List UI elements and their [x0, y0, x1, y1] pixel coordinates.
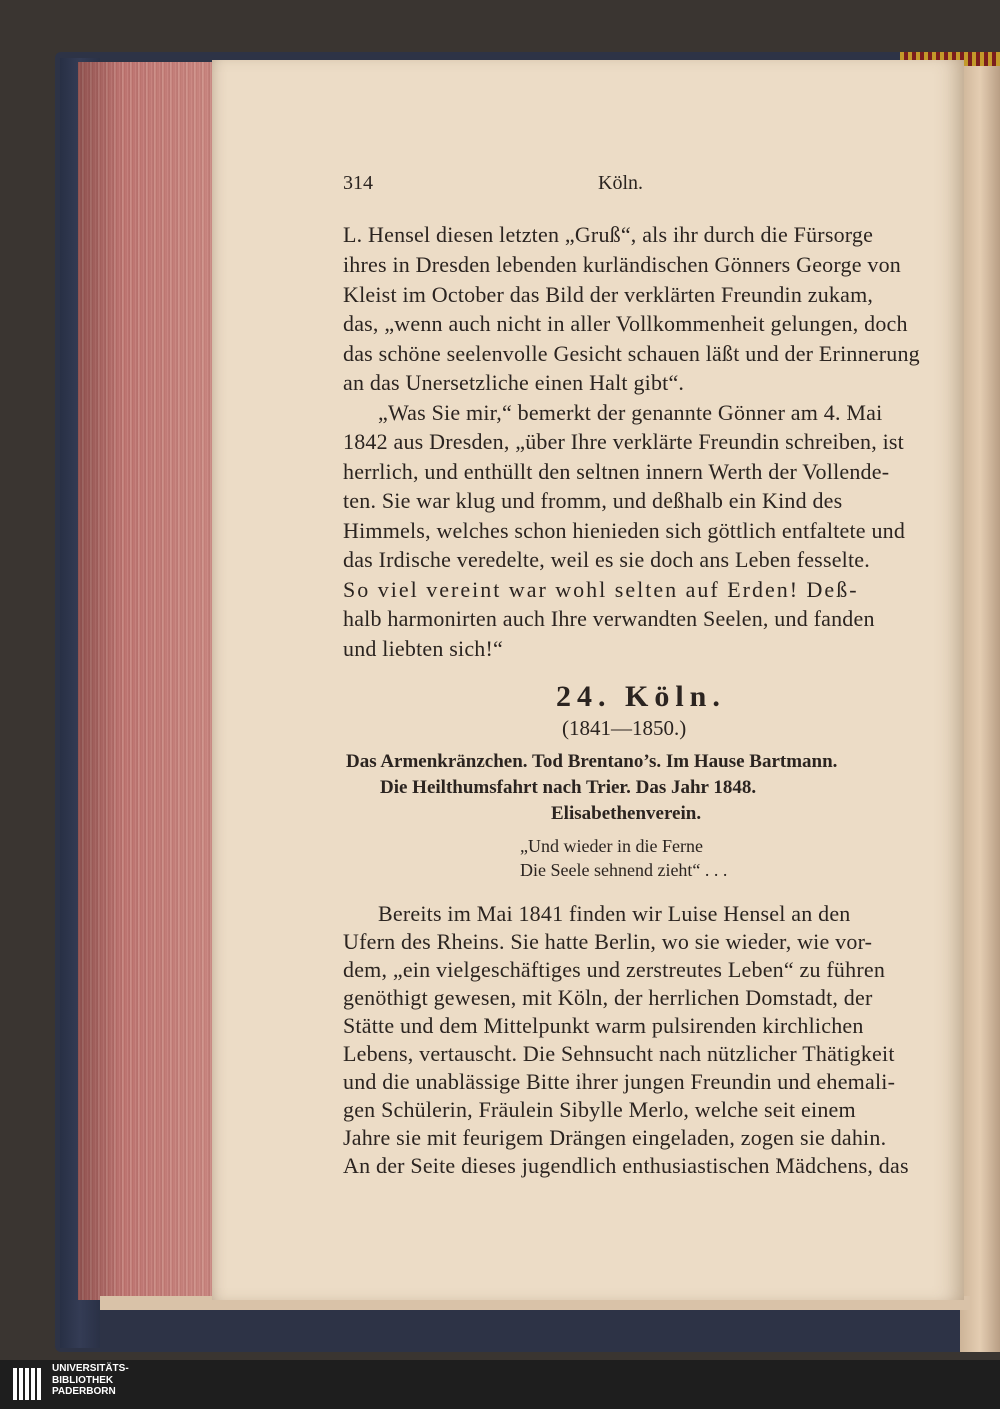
logo-text-line: PADERBORN [52, 1386, 116, 1397]
logo-text-line: BIBLIOTHEK [52, 1374, 114, 1386]
page-number: 314 [343, 172, 373, 194]
text-line: dem, „ein vielgeschäftiges und zerstreutes Leben“ zu führen [343, 957, 886, 982]
facing-page-edge [960, 60, 1000, 1352]
text-line: halb harmonirten auch Ihre verwandten Seelen, und fanden [343, 606, 875, 631]
text-line: herrlich, und enthüllt den seltnen innern Werth der Vollende- [343, 459, 890, 484]
text-line: Stätte und dem Mittelpunkt warm pulsirenden kirchlichen [343, 1013, 864, 1038]
epigraph-line: „Und wieder in die Ferne [520, 836, 703, 856]
text-line: ihres in Dresden lebenden kurländischen Gönners George von [343, 252, 901, 277]
chapter-summary-line: Das Armenkränzchen. Tod Brentano’s. Im Hause Bartmann. [346, 751, 838, 772]
epigraph-line: Die Seele sehnend zieht“ . . . [520, 860, 728, 880]
logo-text-line: UNIVERSITÄTS- [52, 1363, 129, 1374]
text-line: und liebten sich!“ [343, 636, 503, 661]
text-line: 1842 aus Dresden, „über Ihre verklärte Freundin schreiben, ist [343, 429, 904, 454]
text-line: So viel vereint war wohl selten auf Erden! Deß- [343, 577, 859, 602]
text-line: gen Schülerin, Fräulein Sibylle Merlo, welche seit einem [343, 1097, 856, 1122]
text-line: Jahre sie mit feurigem Drängen eingeladen, zogen sie dahin. [343, 1125, 887, 1150]
running-head: Köln. [598, 172, 643, 194]
text-line: das schöne seelenvolle Gesicht schauen läßt und der Erinnerung [343, 341, 920, 366]
text-line: Ufern des Rheins. Sie hatte Berlin, wo sie wieder, wie vor- [343, 929, 873, 954]
text-line: L. Hensel diesen letzten „Gruß“, als ihr durch die Fürsorge [343, 222, 874, 247]
text-line: „Was Sie mir,“ bemerkt der genannte Gönner am 4. Mai [378, 400, 883, 425]
library-logo-text [52, 1363, 129, 1398]
text-line: Kleist im October das Bild der verklärten Freundin zukam, [343, 282, 874, 307]
text-line: genöthigt gewesen, mit Köln, der herrlichen Domstadt, der [343, 985, 873, 1010]
library-logo-icon [12, 1362, 44, 1406]
page-stack-shading [78, 62, 228, 1300]
text-line: Bereits im Mai 1841 finden wir Luise Hensel an den [378, 901, 851, 926]
text-line: das Irdische veredelte, weil es sie doch ans Leben fesselte. [343, 547, 870, 572]
text-line: Himmels, welches schon hienieden sich göttlich entfaltete und [343, 518, 906, 543]
text-line: Lebens, vertauscht. Die Sehnsucht nach nützlicher Thätigkeit [343, 1041, 895, 1066]
footer-bar [0, 1360, 1000, 1409]
text-line: an das Unersetzliche einen Halt gibt“. [343, 370, 685, 395]
text-line: An der Seite dieses jugendlich enthusiastischen Mädchens, das [343, 1153, 909, 1178]
chapter-summary-line: Elisabethenverein. [551, 803, 702, 824]
chapter-summary-line: Die Heilthumsfahrt nach Trier. Das Jahr 1848. [380, 777, 757, 798]
text-line: ten. Sie war klug und fromm, und deßhalb ein Kind des [343, 488, 843, 513]
chapter-title: 24. Köln. [556, 680, 726, 713]
chapter-years: (1841—1850.) [562, 716, 687, 740]
text-line: das, „wenn auch nicht in aller Vollkommenheit gelungen, doch [343, 311, 908, 336]
text-line: und die unablässige Bitte ihrer jungen Freundin und ehemali- [343, 1069, 896, 1094]
